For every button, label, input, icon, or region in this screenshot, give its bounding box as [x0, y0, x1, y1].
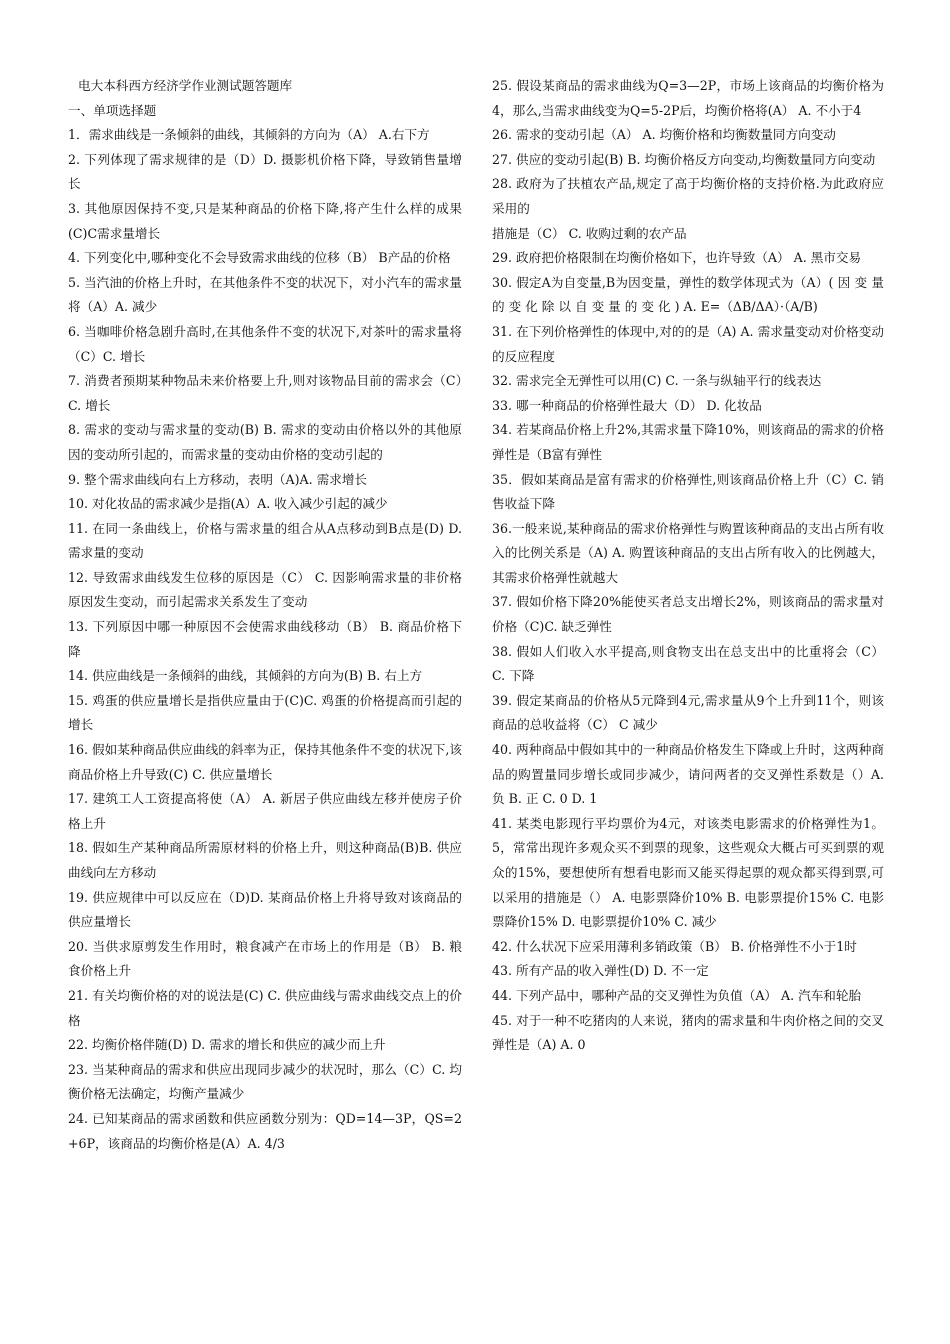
question-item: 17. 建筑工人工资提高将使（A） A. 新居子供应曲线左移并使房子价格上升 [68, 791, 462, 831]
document-title: 电大本科西方经济学作业测试题答题库 [78, 78, 293, 93]
question-item: 13. 下列原因中哪一种原因不会使需求曲线移动（B） B. 商品价格下降 [68, 619, 462, 659]
question-item: 27. 供应的变动引起(B) B. 均衡价格反方向变动,均衡数量同方向变动 [492, 151, 876, 167]
question-item: 28. 政府为了扶植农产品,规定了高于均衡价格的支持价格.为此政府应采用的 [492, 176, 884, 216]
question-item: 43. 所有产品的收入弹性(D) D. 不一定 [492, 963, 709, 979]
question-item: 10. 对化妆品的需求减少是指(A）A. 收入减少引起的减少 [68, 496, 388, 512]
question-item: 41. 某类电影现行平均票价为4元，对该类电影需求的价格弹性为1。5，常常出现许多观众买不到票的现象，这些观众大概占可买到票的观众的15%，要想使所有想看电影而又能买得起票的观众都买得到票,可以采用的措施是（） A. 电影票降价10% B. 电影票提价15% C. 电影票降价15% D. 电影票提价10% C. 减少 [492, 815, 884, 930]
section-heading: 一、单项选择题 [68, 102, 157, 118]
question-item: 29. 政府把价格限制在均衡价格如下，也许导致（A） A. 黑市交易 [492, 250, 862, 266]
question-item: 5. 当汽油的价格上升时，在其他条件不变的状况下，对小汽车的需求量将（A）A. 减少 [68, 274, 462, 315]
question-item: 1．需求曲线是一条倾斜的曲线，其倾斜的方向为（A） A.右下方 [68, 127, 430, 143]
question-item: 23. 当某种商品的需求和供应出现同步减少的状况时，那么（C）C. 均衡价格无法确定，均衡产量减少 [68, 1061, 462, 1102]
question-item: 44. 下列产品中，哪种产品的交叉弹性为负值（A） A. 汽车和轮胎 [492, 987, 862, 1003]
question-item: 20. 当供求原剪发生作用时，粮食减产在市场上的作用是（B） B. 粮食价格上升 [68, 938, 462, 979]
question-item: 18. 假如生产某种商品所需原材料的价格上升，则这种商品(B)B. 供应曲线向左方移动 [68, 840, 462, 880]
question-item: 42. 什么状况下应采用薄利多销政策（B） B. 价格弹性不小于1时 [492, 938, 857, 954]
question-item: 45. 对于一种不吃猪肉的人来说，猪肉的需求量和牛肉价格之间的交叉弹性是（A) A. 0 [492, 1012, 884, 1053]
question-item: 19. 供应规律中可以反应在（D)D. 某商品价格上升将导致对该商品的供应量增长 [68, 889, 462, 930]
question-item: 2. 下列体现了需求规律的是（D）D. 摄影机价格下降，导致销售量增长 [68, 151, 462, 192]
question-item: 36.一般来说,某种商品的需求价格弹性与购置该种商品的支出占所有收入的比例关系是（A) A. 购置该种商品的支出占所有收入的比例越大，其需求价格弹性就越大 [492, 520, 884, 585]
left-column [68, 74, 462, 1156]
question-item: 33. 哪一种商品的价格弹性最大（D） D. 化妆品 [492, 397, 762, 413]
question-item-continuation: 措施是（C） C. 收购过剩的农产品 [492, 225, 687, 241]
question-item: 11. 在同一条曲线上，价格与需求量的组合从A点移动到B点是(D) D. 需求量的变动 [68, 520, 462, 561]
question-item: 25. 假设某商品的需求曲线为Q=3—2P，市场上该商品的均衡价格为4，那么,当需求曲线变为Q=5-2P后，均衡价格将(A） A. 不小于4 [492, 78, 884, 118]
question-item: 4. 下列变化中,哪种变化不会导致需求曲线的位移（B） B产品的价格 [68, 250, 451, 266]
question-item: 9. 整个需求曲线向右上方移动，表明（A)A. 需求增长 [68, 471, 368, 487]
question-item: 34. 若某商品价格上升2%,其需求量下降10%，则该商品的需求的价格弹性是（B富有弹性 [492, 422, 884, 462]
question-item: 32. 需求完全无弹性可以用(C) C. 一条与纵轴平行的线表达 [492, 373, 822, 389]
question-item: 40. 两种商品中假如其中的一种商品价格发生下降或上升时，这两种商品的购置量同步增长或同步减少，请问两者的交叉弹性系数是（）A. 负 B. 正 C. 0 D. 1 [492, 742, 884, 807]
question-item: 6. 当咖啡价格急剧升高时,在其他条件不变的状况下,对茶叶的需求量将（C）C. 增长 [68, 323, 462, 364]
question-item: 35．假如某商品是富有需求的价格弹性,则该商品价格上升（C）C. 销售收益下降 [492, 471, 884, 512]
right-column [492, 74, 884, 1058]
question-item: 3. 其他原因保持不变,只是某种商品的价格下降,将产生什么样的成果(C)C需求量增长 [68, 200, 462, 241]
question-item: 16. 假如某种商品供应曲线的斜率为正，保持其他条件不变的状况下,该商品价格上升导致(C) C. 供应量增长 [68, 742, 462, 782]
question-item: 21. 有关均衡价格的对的说法是(C) C. 供应曲线与需求曲线交点上的价格 [68, 987, 462, 1028]
question-item: 7. 消费者预期某种物品未来价格要上升,则对该物品目前的需求会（C）C. 增长 [68, 373, 462, 413]
question-item: 38. 假如人们收入水平提高,则食物支出在总支出中的比重将会（C） C. 下降 [492, 643, 884, 684]
question-item: 8. 需求的变动与需求量的变动(B) B. 需求的变动由价格以外的其他原因的变动所引起的，而需求量的变动由价格的变动引起的 [68, 422, 462, 462]
question-item: 14. 供应曲线是一条倾斜的曲线，其倾斜的方向为(B) B. 右上方 [68, 668, 423, 684]
question-item: 26. 需求的变动引起（A） A. 均衡价格和均衡数量同方向变动 [492, 127, 836, 143]
question-item: 39. 假定某商品的价格从5元降到4元,需求量从9个上升到11个，则该商品的总收益将（C） C 减少 [492, 692, 884, 733]
question-item: 37. 假如价格下降20%能使买者总支出增长2%，则该商品的需求量对价格（C)C. 缺乏弹性 [492, 594, 884, 635]
question-item: 12. 导致需求曲线发生位移的原因是（C） C. 因影响需求量的非价格原因发生变动，而引起需求关系发生了变动 [68, 569, 462, 610]
question-item: 24. 已知某商品的需求函数和供应函数分别为：QD=14—3P，QS=2+6P，该商品的均衡价格是(A）A. 4/3 [68, 1110, 462, 1151]
question-item: 22. 均衡价格伴随(D) D. 需求的增长和供应的减少而上升 [68, 1037, 386, 1053]
question-item: 31. 在下列价格弹性的体现中,对的的是（A) A. 需求量变动对价格变动的反应程度 [492, 323, 884, 364]
question-item: 30. 假定A为自变量,B为因变量，弹性的数学体现式为（A）( 因 变 量 的 变 化 除 以 自 变 量 的 变 化 ) A. E=（ΔB/ΔA）·（A/B) [492, 274, 884, 315]
question-item: 15. 鸡蛋的供应量增长是指供应量由于(C)C. 鸡蛋的价格提高而引起的增长 [68, 692, 462, 733]
